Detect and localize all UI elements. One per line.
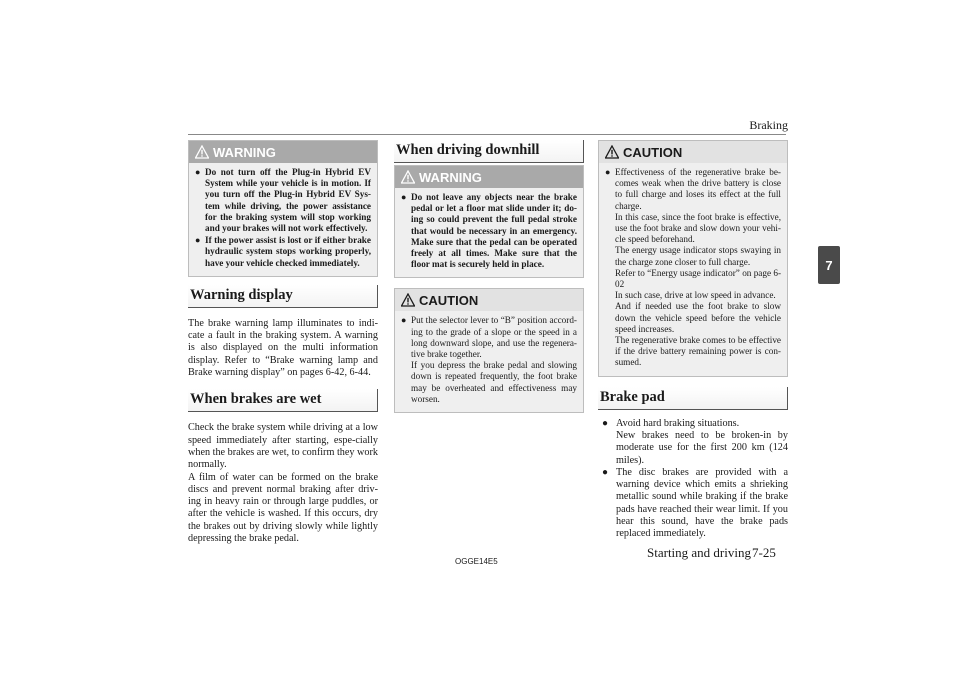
footer-section-name: Starting and driving (647, 545, 751, 560)
bullet-icon: ● (602, 466, 609, 478)
section-heading-downhill: When driving downhill (394, 140, 584, 163)
chapter-tab: 7 (818, 246, 840, 284)
caution-label: CAUTION (623, 144, 683, 160)
warning-box-header (189, 141, 377, 163)
section-heading-wet-brakes: When brakes are wet (188, 389, 378, 412)
running-header-title: Braking (749, 118, 788, 132)
bullet-icon: ● (401, 192, 407, 202)
bullet-icon: ● (602, 417, 609, 429)
caution-label: CAUTION (419, 292, 479, 308)
column-1 (188, 140, 378, 545)
page-number: 7-25 (752, 545, 776, 560)
caution-triangle-icon (401, 293, 415, 307)
caution-item: ● Effectiveness of the regenerative brake be-comes weak when the drive battery is close to full charge and loses its effect at the full charge. In this case, since the foot brake is effective, use the foot brake and slow down your vehi-cle speed beforehand. The energy usage indicator stops swaying in the charge zone closer to full charge. Refer to “Energy usage indicator” on page 6-02 In such case, drive at low speed in advance. And if needed use the foot brake to slow down the vehicle speed before the vehicle speed increases. The regenerative brake comes to be effective if the drive battery remaining power is con-sumed. (605, 167, 781, 368)
header-rule (188, 134, 786, 135)
caution-box (394, 288, 584, 413)
warning-box-header (395, 166, 583, 188)
warning-box (188, 140, 378, 277)
warning-triangle-icon (195, 145, 209, 159)
warning-label: WARNING (213, 144, 276, 160)
bullet-icon: ● (195, 235, 201, 246)
warning-box (394, 165, 584, 278)
section-heading-warning-display: Warning display (188, 285, 378, 308)
column-3 (598, 140, 788, 541)
caution-triangle-icon (605, 145, 619, 159)
wet-brakes-text-2: A film of water can be formed on the brake discs and prevent normal braking after driv-ing in heavy rain or through large puddles, or after the vehicle is washed. If this occurs, dry the brakes out by driving slowly while lightly depressing the brake pedal. (188, 471, 378, 544)
warning-label: WARNING (419, 169, 482, 185)
caution-box-header (599, 141, 787, 163)
list-item: ● Avoid hard braking situations. New brakes need to be broken-in by moderate use for the first 200 km (124 miles). (602, 417, 788, 466)
caution-item: ● Put the selector lever to “B” position accord-ing to the grade of a slope or the speed in a long downward slope, and use the regenera-tive brake together. If you depress the brake pedal and slowing down is repeated frequently, the foot brake may be overheated and effectiveness may worsen. (401, 315, 577, 404)
caution-box-header (395, 289, 583, 311)
list-item: ● The disc brakes are provided with a warning device which emits a shrieking metallic sound while braking if the brake pads have reached their wear limit. If you hear this sound, have the brake pads replaced immediately. (602, 466, 788, 540)
warning-triangle-icon (401, 170, 415, 184)
column-2 (394, 140, 584, 413)
warning-item: ● Do not turn off the Plug-in Hybrid EV System while your vehicle is in motion. If you turn off the Plug-in Hybrid EV Sys-tem while driving, the power assistance for the braking system will stop working and your brakes will not work effectively. (195, 167, 371, 234)
warning-item: ● Do not leave any objects near the brake pedal or let a floor mat slide under it; do-ing so could prevent the full pedal stroke that would be necessary in an emergency. Make sure that the pedal can be operated freely at all times. Make sure that the floor mat is securely held in place. (401, 192, 577, 270)
bullet-icon: ● (401, 315, 407, 326)
warning-display-text: The brake warning lamp illuminates to indi-cate a fault in the braking system. A warning is also displayed on the multi information display. Refer to “Brake warning lamp and Brake warning display” on pages 6-42, 6-44. (188, 317, 378, 379)
section-heading-brake-pad: Brake pad (598, 387, 788, 410)
wet-brakes-text-1: Check the brake system while driving at a low speed immediately after starting, espe-cially when the brakes are wet, to confirm they work normally. (188, 422, 378, 471)
warning-item: ● If the power assist is lost or if either brake hydraulic system stops working properly, have your vehicle checked immediately. (195, 235, 371, 268)
document-code: OGGE14E5 (455, 557, 498, 566)
caution-box (598, 140, 788, 377)
bullet-icon: ● (605, 167, 611, 177)
bullet-icon: ● (195, 167, 201, 177)
